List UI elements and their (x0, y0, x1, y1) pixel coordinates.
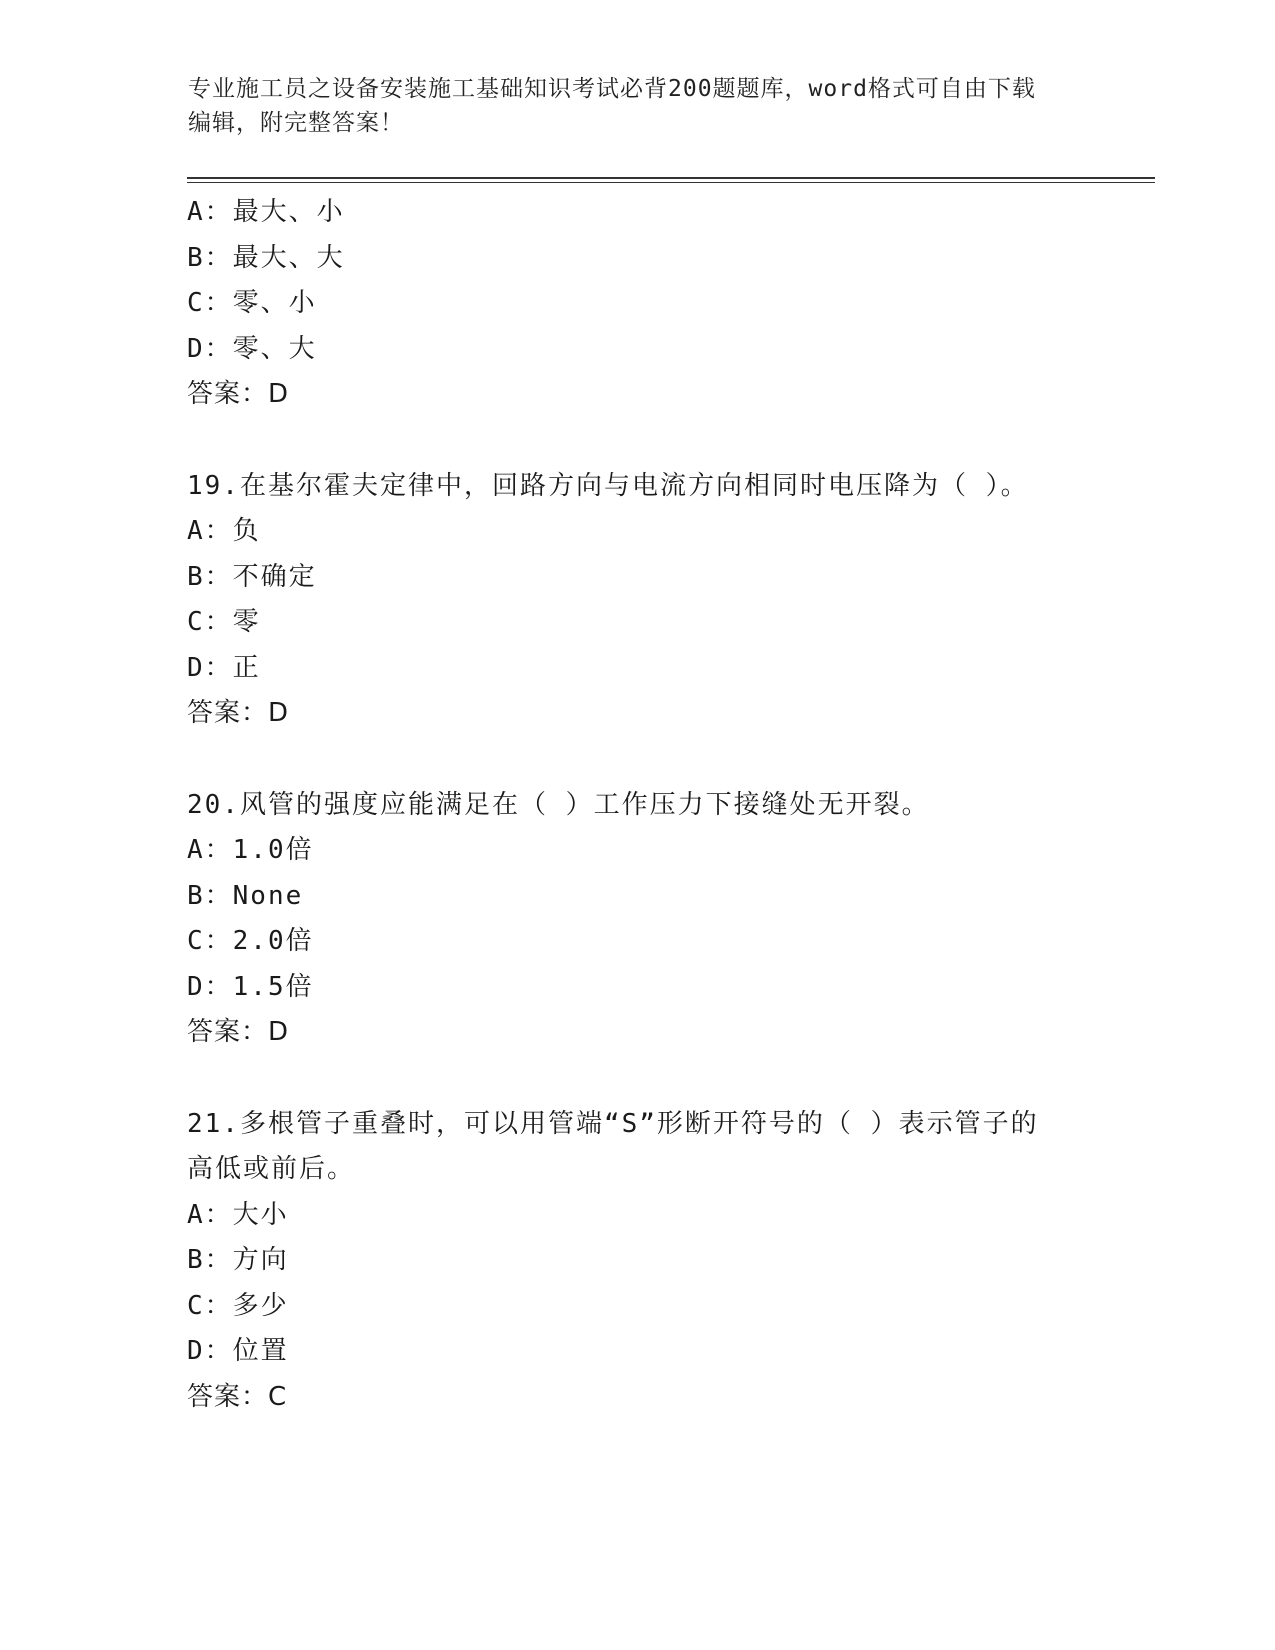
option-text: 零、小 (232, 288, 317, 318)
answer-line: 答案：D (187, 379, 290, 409)
option-text: 零、大 (232, 333, 317, 364)
option-letter: A： (187, 1199, 233, 1230)
option-text: 位置 (232, 1336, 289, 1366)
option-d (187, 965, 1147, 1011)
spacer (187, 737, 1147, 783)
option-c (187, 600, 1147, 646)
question-list (187, 190, 1147, 1420)
option-text: 1.5倍 (232, 971, 314, 1002)
option-text: 1.0倍 (232, 835, 314, 865)
question-text: 19.在基尔霍夫定律中，回路方向与电流方向相同时电压降为（ ）。 (187, 470, 1029, 501)
option-text: None (232, 880, 304, 911)
option-letter: C： (187, 607, 233, 637)
option-a (187, 190, 1147, 236)
header-divider-thick (187, 177, 1155, 179)
option-a (187, 1193, 1147, 1239)
question-block-prev (187, 190, 1147, 418)
option-d (187, 1329, 1147, 1375)
option-letter: D： (187, 652, 233, 683)
option-text: 2.0倍 (232, 926, 314, 956)
answer-line: 答案：D (187, 698, 290, 728)
answer-line: 答案：C (187, 1381, 288, 1412)
option-letter: D： (187, 1336, 233, 1366)
option-letter: A： (187, 197, 233, 227)
option-d (187, 646, 1147, 692)
option-a (187, 828, 1147, 874)
question-block-21 (187, 1102, 1147, 1421)
header-line-2: 编辑，附完整答案！ (188, 110, 404, 136)
option-letter: A： (187, 516, 233, 546)
option-d (187, 327, 1147, 373)
question-text: 20.风管的强度应能满足在（ ）工作压力下接缝处无开裂。 (187, 789, 930, 820)
option-text: 大小 (232, 1199, 289, 1230)
option-b (187, 555, 1147, 601)
option-letter: D： (187, 971, 233, 1002)
option-text: 方向 (232, 1245, 289, 1275)
option-text: 多少 (232, 1290, 289, 1321)
option-letter: C： (187, 288, 233, 318)
option-text: 零 (232, 607, 261, 637)
option-letter: A： (187, 835, 233, 865)
option-a (187, 509, 1147, 555)
question-text-line-1: 21.多根管子重叠时，可以用管端“S”形断开符号的（ ）表示管子的 (187, 1108, 1039, 1139)
option-letter: D： (187, 333, 233, 364)
question-block-20 (187, 783, 1147, 1056)
spacer (187, 418, 1147, 464)
option-letter: B： (187, 1245, 233, 1275)
option-letter: B： (187, 880, 233, 911)
option-b (187, 874, 1147, 920)
header-line-1: 专业施工员之设备安装施工基础知识考试必背200题题库，word格式可自由下载 (188, 76, 1036, 102)
option-text: 不确定 (232, 561, 317, 592)
option-text: 正 (232, 652, 261, 683)
question-block-19 (187, 464, 1147, 737)
header-divider-thin (187, 182, 1155, 183)
option-letter: C： (187, 926, 233, 956)
option-c (187, 919, 1147, 965)
option-b (187, 236, 1147, 282)
option-c (187, 1284, 1147, 1330)
option-letter: B： (187, 561, 233, 592)
option-letter: B： (187, 242, 233, 273)
option-c (187, 281, 1147, 327)
option-text: 负 (232, 516, 261, 546)
spacer (187, 1056, 1147, 1102)
option-b (187, 1238, 1147, 1284)
document-header (188, 72, 1088, 140)
option-text: 最大、大 (232, 242, 345, 273)
option-text: 最大、小 (232, 197, 345, 227)
answer-line: 答案：D (187, 1017, 290, 1047)
option-letter: C： (187, 1290, 233, 1321)
question-text-line-2: 高低或前后。 (187, 1154, 356, 1184)
